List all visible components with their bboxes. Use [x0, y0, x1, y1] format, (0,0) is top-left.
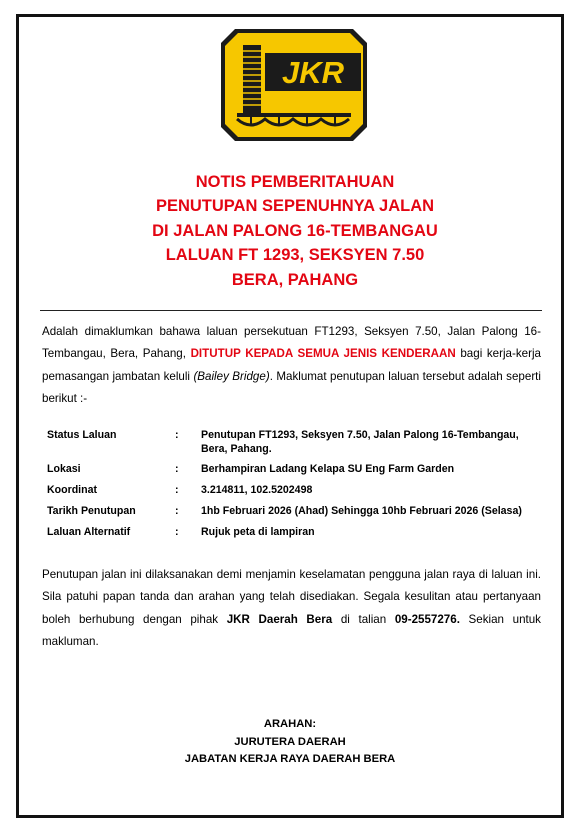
divider: [40, 310, 542, 311]
detail-colon: :: [175, 429, 179, 441]
intro-paragraph: [42, 321, 541, 411]
detail-value: Rujuk peta di lampiran: [201, 526, 315, 538]
detail-label: Tarikh Penutupan: [47, 505, 136, 517]
detail-row: [44, 462, 539, 483]
detail-row: [44, 428, 539, 462]
detail-value: 1hb Februari 2026 (Ahad) Sehingga 10hb Februari 2026 (Selasa): [201, 505, 522, 517]
detail-value: Penutupan FT1293, Seksyen 7.50, Jalan Palong 16-Tembangau, Bera, Pahang.: [201, 429, 519, 456]
closing-text: Sekian untuk makluman.: [42, 612, 541, 649]
detail-label: Laluan Alternatif: [47, 526, 131, 538]
detail-row: [44, 525, 539, 546]
closing-text: Penutupan jalan ini dilaksanakan demi menjamin keselamatan pengguna jalan raya di laluan ini. Sila patuhi papan tanda dan arahan yang telah disediakan. Segala kesulitan atau pertanyaan boleh berhubung dengan pihak: [42, 568, 541, 626]
detail-colon: :: [175, 463, 179, 475]
signature-line: JABATAN KERJA RAYA DAERAH BERA: [184, 753, 396, 765]
detail-row: [44, 483, 539, 504]
intro-text: . Maklumat penutupan laluan tersebut adalah seperti berikut :-: [42, 369, 541, 406]
closure-highlight: DITUTUP KEPADA SEMUA JENIS KENDERAAN: [190, 347, 456, 361]
signature-line: JURUTERA DAERAH: [234, 735, 346, 748]
intro-text: bagi kerja-kerja pemasangan jambatan keluli: [42, 347, 541, 383]
intro-text: Adalah dimaklumkan bahawa laluan persekutuan FT1293, Seksyen 7.50, Jalan Palong 16-Tembangau, Bera, Pahang,: [42, 325, 541, 361]
closing-paragraph: [42, 564, 541, 654]
detail-label: Lokasi: [47, 463, 81, 475]
title-line: PENUTUPAN SEPENUHNYA JALAN: [155, 197, 435, 216]
jkr-logo: [221, 29, 367, 141]
detail-value: 3.214811, 102.5202498: [201, 484, 313, 496]
logo-text: JKR: [281, 55, 345, 90]
phone-number: 09-2557276.: [394, 612, 460, 626]
detail-label: Koordinat: [47, 484, 98, 496]
detail-row: [44, 504, 539, 525]
bailey-bridge-term: (Bailey Bridge): [193, 369, 270, 383]
detail-value: Berhampiran Ladang Kelapa SU Eng Farm Garden: [201, 463, 455, 475]
detail-colon: :: [175, 505, 179, 517]
title-line: BERA, PAHANG: [231, 270, 359, 289]
detail-label: Status Laluan: [47, 429, 117, 441]
title-line: LALUAN FT 1293, SEKSYEN 7.50: [165, 246, 425, 265]
signature-block: [40, 716, 540, 769]
closing-text: di talian: [332, 612, 395, 626]
detail-colon: :: [175, 526, 179, 538]
title-line: NOTIS PEMBERITAHUAN: [195, 173, 395, 191]
title-line: DI JALAN PALONG 16-TEMBANGAU: [152, 221, 438, 240]
closure-details-table: [44, 428, 539, 546]
office-name: JKR Daerah Bera: [226, 612, 333, 626]
notice-title: [40, 170, 550, 292]
detail-colon: :: [175, 484, 179, 496]
signature-line: ARAHAN:: [263, 718, 317, 730]
